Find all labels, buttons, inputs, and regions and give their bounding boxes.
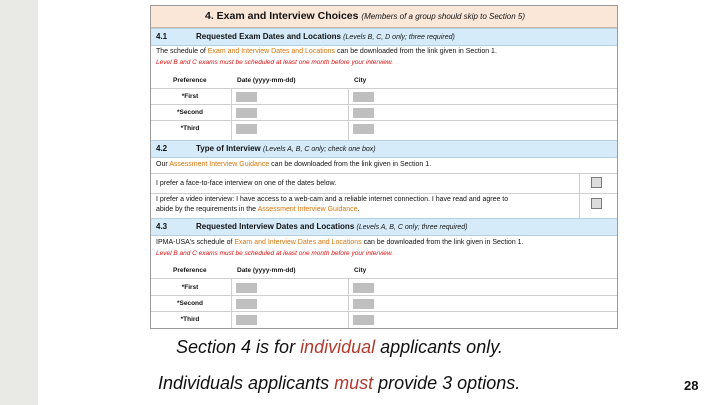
date-input-first <box>236 283 257 293</box>
row-first-label: *First <box>181 93 199 100</box>
form-image <box>150 5 618 329</box>
row-second-label: *Second <box>176 109 203 116</box>
date-input-third <box>236 124 257 134</box>
video-option: I prefer a video interview: I have access to a web-cam and a reliable internet connection. I have read and agree to <box>156 196 509 203</box>
col-preference: Preference <box>173 77 207 84</box>
date-input-second <box>236 299 257 309</box>
warning-note: Level B and C exams must be scheduled at least one month before your interview. <box>156 59 394 66</box>
date-input-first <box>236 92 257 102</box>
city-input-first <box>353 283 374 293</box>
face-to-face-checkbox <box>591 177 602 188</box>
col-city: City <box>354 267 367 274</box>
row-second-label: *Second <box>176 300 203 307</box>
guidance-note: Our Assessment Interview Guidance can be downloaded from the link given in Section 1. <box>156 161 432 168</box>
page-number: 28 <box>684 378 699 393</box>
section-title: Type of Interview (Levels A, B, C only; check one box) <box>196 144 376 153</box>
schedule-note: The schedule of Exam and Interview Dates and Locations can be downloaded from the link given in Section 1. <box>156 48 497 55</box>
city-input-second <box>353 299 374 309</box>
slide-left-margin <box>0 0 38 405</box>
section-4-2-header <box>151 140 617 158</box>
form-title-bar <box>151 6 617 28</box>
video-checkbox <box>591 198 602 209</box>
col-date: Date (yyyy-mm-dd) <box>237 77 296 84</box>
section-number: 4.1 <box>156 32 168 41</box>
video-option-cont: abide by the requirements in the Assessment Interview Guidance. <box>156 206 360 213</box>
city-input-third <box>353 315 374 325</box>
caption-individual: Section 4 is for individual applicants only. <box>176 337 503 357</box>
section-4-1-header <box>151 28 617 46</box>
section-title: Requested Interview Dates and Locations (Levels A, B, C only; three required) <box>196 222 468 231</box>
col-city: City <box>354 77 367 84</box>
date-input-second <box>236 108 257 118</box>
col-date: Date (yyyy-mm-dd) <box>237 267 296 274</box>
caption-must: Individuals applicants must provide 3 options. <box>158 373 521 393</box>
col-preference: Preference <box>173 267 207 274</box>
schedule-note: IPMA-USA's schedule of Exam and Interview Dates and Locations can be downloaded from the link given in Section 1. <box>156 239 524 246</box>
row-third-label: *Third <box>180 125 200 132</box>
form-title: 4. Exam and Interview Choices (Members of a group should skip to Section 5) <box>205 10 526 22</box>
city-input-first <box>353 92 374 102</box>
city-input-third <box>353 124 374 134</box>
section-number: 4.3 <box>156 222 168 231</box>
city-input-second <box>353 108 374 118</box>
row-first-label: *First <box>181 284 199 291</box>
row-third-label: *Third <box>180 316 200 323</box>
date-input-third <box>236 315 257 325</box>
face-to-face-option: I prefer a face-to-face interview on one of the dates below. <box>156 180 337 187</box>
section-title: Requested Exam Dates and Locations (Levels B, C, D only; three required) <box>196 32 455 41</box>
section-number: 4.2 <box>156 144 168 153</box>
warning-note: Level B and C exams must be scheduled at least one month before your interview. <box>156 250 394 257</box>
section-4-3-header <box>151 218 617 236</box>
